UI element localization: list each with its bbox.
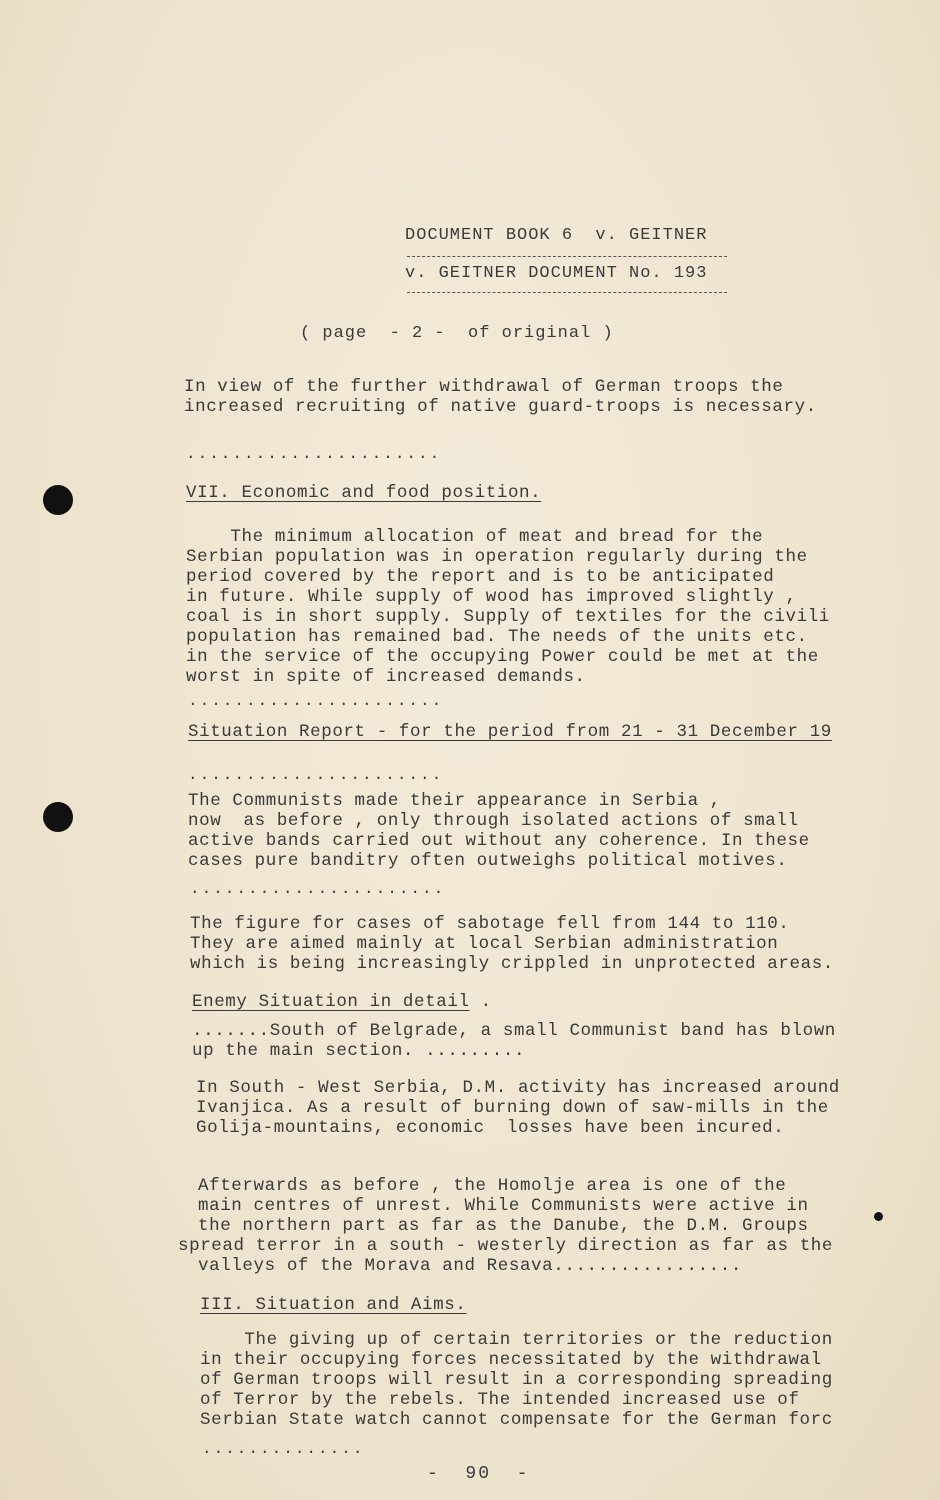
section-iii-line-5: Serbian State watch cannot compensate for the German forc — [200, 1410, 833, 1430]
dot-separator: .............. — [202, 1440, 365, 1458]
afterwards-line-1: Afterwards as before , the Homolje area is one of the — [198, 1176, 787, 1196]
punch-hole-bottom — [43, 802, 73, 832]
document-book-heading: DOCUMENT BOOK 6 v. GEITNER — [405, 226, 708, 245]
dot-separator: ...................... — [186, 445, 442, 463]
sabotage-line-3: which is being increasingly crippled in unprotected areas. — [190, 954, 834, 974]
punch-hole-top — [43, 485, 73, 515]
communists-line-3: active bands carried out without any coherence. In these — [188, 831, 810, 851]
enemy-situation-title: Enemy Situation in detail — [192, 992, 470, 1012]
punch-hole-right — [874, 1212, 883, 1221]
section-iii-line-4: of Terror by the rebels. The intended increased use of — [200, 1390, 800, 1410]
heading-divider-1 — [407, 256, 727, 257]
section-vii-line-8: worst in spite of increased demands. — [186, 667, 586, 687]
intro-line-2: increased recruiting of native guard-troops is necessary. — [184, 397, 817, 417]
dot-separator: ...................... — [190, 880, 446, 898]
section-vii-title: VII. Economic and food position. — [186, 483, 542, 503]
southwest-line-2: Ivanjica. As a result of burning down of saw-mills in the — [196, 1098, 829, 1118]
afterwards-line-5: valleys of the Morava and Resava................. — [198, 1256, 742, 1276]
communists-line-2: now as before , only through isolated actions of small — [188, 811, 799, 831]
section-vii-line-3: period covered by the report and is to be anticipated — [186, 567, 775, 587]
sabotage-line-1: The figure for cases of sabotage fell from 144 to 110. — [190, 914, 790, 934]
section-iii-line-2: in their occupying forces necessitated by the withdrawal — [200, 1350, 822, 1370]
page-number: - 90 - — [427, 1464, 530, 1484]
section-vii-line-6: population has remained bad. The needs of the units etc. — [186, 627, 808, 647]
page-of-original: ( page - 2 - of original ) — [300, 324, 614, 343]
southwest-line-3: Golija-mountains, economic losses have been incured. — [196, 1118, 785, 1138]
section-vii-line-7: in the service of the occupying Power could be met at the — [186, 647, 819, 667]
belgrade-line-2: up the main section. ......... — [192, 1041, 526, 1061]
intro-line-1: In view of the further withdrawal of German troops the — [184, 377, 784, 397]
afterwards-line-4: spread terror in a south - westerly direction as far as the — [178, 1236, 834, 1256]
enemy-situation-title-suffix: . — [469, 992, 492, 1012]
communists-line-4: cases pure banditry often outweighs political motives. — [188, 851, 788, 871]
belgrade-line-1: .......South of Belgrade, a small Communist band has blown — [192, 1021, 836, 1041]
situation-report-title: Situation Report - for the period from 21 - 31 December 19 — [188, 722, 832, 742]
heading-divider-2 — [407, 292, 727, 293]
dot-separator: ...................... — [188, 692, 444, 710]
afterwards-line-2: main centres of unrest. While Communists were active in — [198, 1196, 809, 1216]
communists-line-1: The Communists made their appearance in Serbia , — [188, 791, 721, 811]
southwest-line-1: In South - West Serbia, D.M. activity has increased around — [196, 1078, 840, 1098]
section-vii-line-5: coal is in short supply. Supply of textiles for the civili — [186, 607, 830, 627]
afterwards-line-3: the northern part as far as the Danube, the D.M. Groups — [198, 1216, 809, 1236]
section-iii-line-1: The giving up of certain territories or the reduction — [200, 1330, 833, 1350]
enemy-situation-heading — [192, 992, 492, 1012]
section-iii-line-3: of German troops will result in a corresponding spreading — [200, 1370, 833, 1390]
document-number-heading: v. GEITNER DOCUMENT No. 193 — [405, 264, 708, 283]
dot-separator: ...................... — [188, 766, 444, 784]
section-vii-line-4: in future. While supply of wood has improved slightly , — [186, 587, 797, 607]
section-iii-title: III. Situation and Aims. — [200, 1295, 467, 1315]
section-vii-line-1: The minimum allocation of meat and bread for the — [186, 527, 764, 547]
sabotage-line-2: They are aimed mainly at local Serbian administration — [190, 934, 779, 954]
section-vii-line-2: Serbian population was in operation regularly during the — [186, 547, 808, 567]
